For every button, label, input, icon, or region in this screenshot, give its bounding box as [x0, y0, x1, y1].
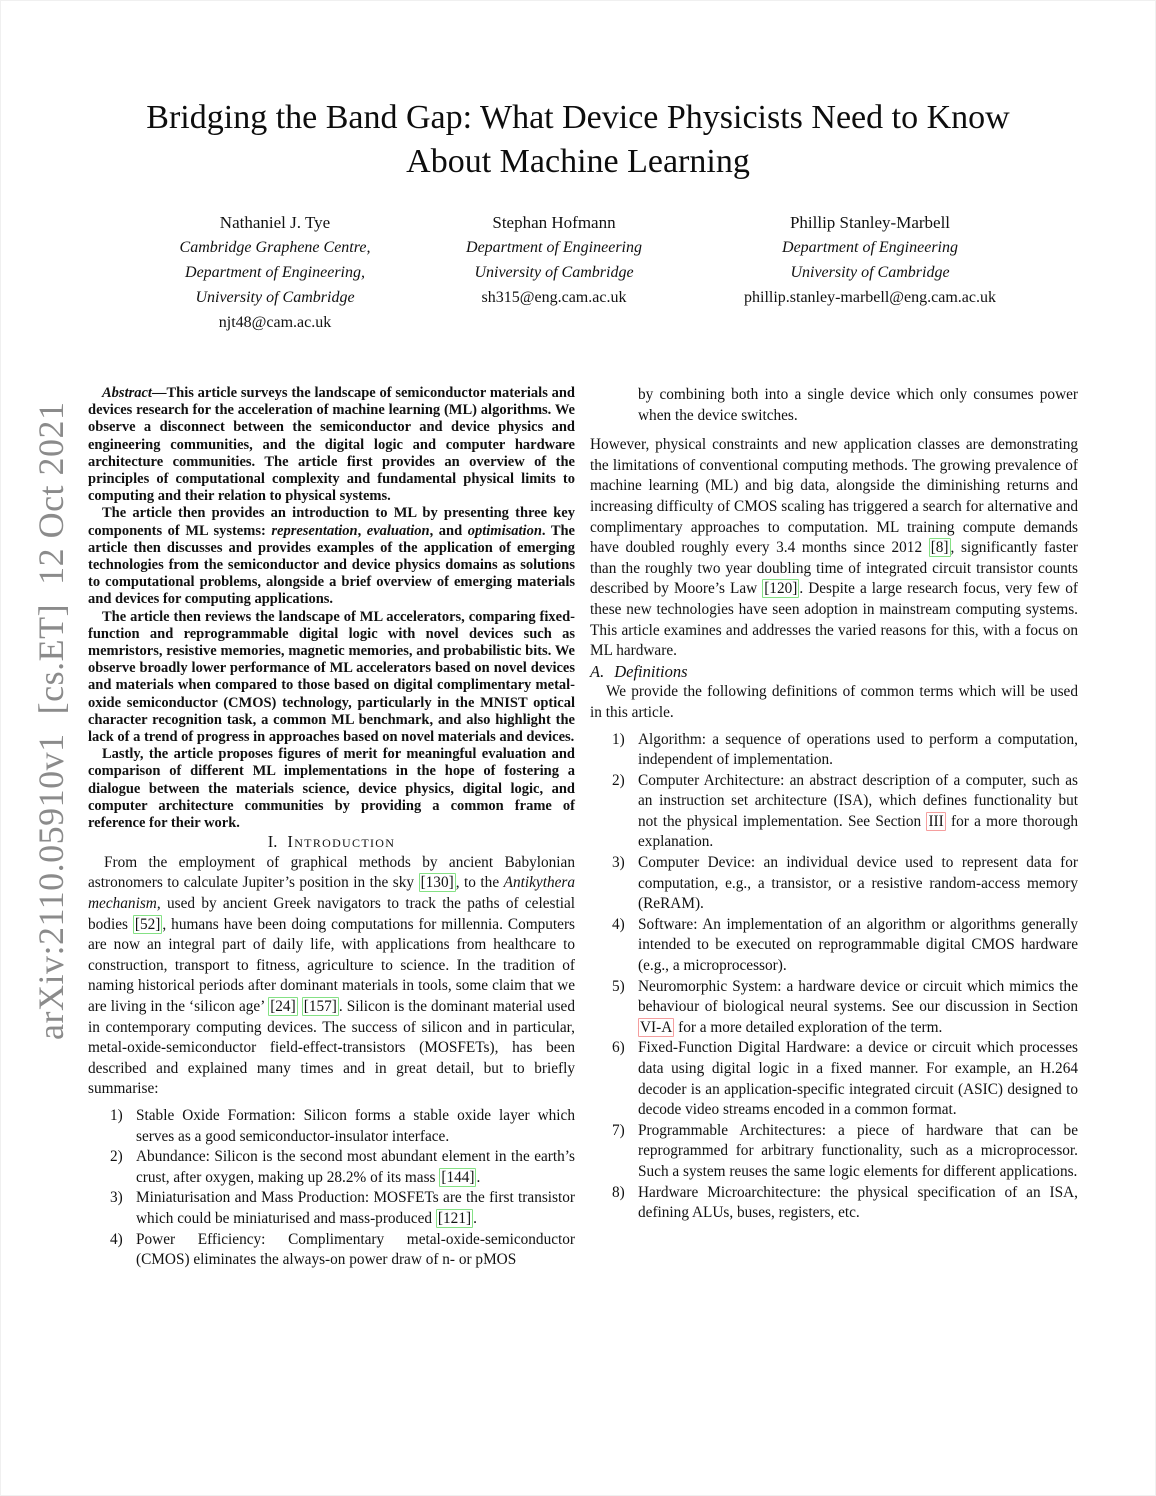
text-run: Abundance: Silicon is the second most abundant element in the earth’s crust, after oxygen, making up 28.2% of its mass — [136, 1148, 575, 1186]
text-run: for a more thorough explanation. — [638, 812, 1078, 851]
text-run: by combining both into a single device which only consumes power when the device switches. — [638, 386, 1078, 424]
citation-link[interactable]: [52] — [134, 915, 161, 933]
section-link[interactable]: VI-A — [640, 1018, 673, 1036]
list-marker: 5) — [612, 977, 625, 995]
list-marker: 1) — [110, 1107, 123, 1124]
text-run: From the employment of graphical methods by ancient Babylonian astronomers to calculate Jupiter’s position in the sky — [88, 853, 575, 892]
text-run: Hardware Microarchitecture: the physical specification of an ISA, defining ALUs, buses, registers, etc. — [638, 1183, 1078, 1222]
definitions-lead-paragraph — [590, 682, 1078, 723]
list-item-text — [638, 978, 1078, 1037]
text-run: Algorithm: a sequence of operations used to perform a computation, independent of implementation. — [638, 730, 1078, 769]
list-marker: 2) — [612, 771, 625, 789]
author-name: Phillip Stanley-Marbell — [789, 213, 951, 232]
right-column — [590, 385, 1078, 1224]
text-run: for a more detailed exploration of the term. — [674, 1018, 943, 1036]
list-item — [88, 1230, 575, 1271]
text-run: . — [473, 1209, 477, 1227]
citation-link[interactable]: [120] — [764, 580, 798, 598]
text-run: The article then provides an introduction to ML by presenting three key components of ML systems: — [88, 505, 575, 539]
text-run: Miniaturisation and Mass Production: MOSFETs are the first transistor which could be miniaturised and mass-produced — [136, 1189, 575, 1227]
text-run: Computer Architecture: an abstract description of a computer, such as an instruction set architecture (ISA), which defines functionality but not the physical implementation. See Section — [638, 771, 1078, 830]
abstract-paragraph — [88, 746, 575, 832]
text-run: , — [357, 522, 367, 539]
body-paragraph — [590, 435, 1078, 662]
citation-link[interactable]: [144] — [441, 1168, 475, 1186]
text-run: evaluation — [366, 522, 430, 539]
text-run: . Despite a large research focus, very few of these new technologies have seen adoption in mainstream computing systems. This article examines and addresses the varied reasons for this, with a focus on ML hardware. — [590, 580, 1078, 660]
abstract-paragraph — [88, 385, 575, 505]
author-name: Nathaniel J. Tye — [219, 213, 331, 232]
text-run: , to the — [455, 874, 504, 892]
list-item — [590, 1121, 1078, 1183]
text-run: . Silicon is the dominant material used in contemporary computing devices. The success of silicon and in particular, metal-oxide-semiconductor field-effect-transistors (MOSFETs), has been described and explained many times and in great detail, but to briefly summarise: — [88, 998, 575, 1098]
author-block — [687, 210, 1053, 310]
list-marker: 3) — [612, 854, 625, 872]
list-item — [590, 771, 1078, 853]
list-item-text — [136, 1148, 575, 1187]
text-run: —This article surveys the landscape of semiconductor materials and devices research for the acceleration of machine learning (ML) algorithms. We observe a disconnect between the semiconductor and device physics and engineering communities, and the digital logic and computer hardware architecture communities. The article first provides an overview of the principles of computational complexity and fundamental physical limits to computing and their relation to physical systems. — [88, 385, 575, 505]
text-run: Stable Oxide Formation: Silicon forms a stable oxide layer which serves as a good semiconductor-insulator interface. — [136, 1107, 575, 1145]
left-column — [88, 385, 575, 1271]
author-affiliation: University of Cambridge — [474, 264, 634, 281]
text-run: The article then reviews the landscape of ML accelerators, comparing fixed-function and reprogrammable digital logic with novel devices such as memristors, resistive memories, magnetic memories, and probabilistic bits. We observe broadly lower performance of ML accelerators based on novel devices and materials when compared to those based on digital complimentary metal-oxide semiconductor (CMOS) technology, particularly in the MNIST optical character recognition task, a common ML benchmark, and also highlight the lack of a trend of progress in approaches based on novel materials and devices. — [88, 608, 575, 746]
list-marker: 2) — [110, 1148, 123, 1166]
section-heading-introduction — [88, 832, 575, 853]
abstract-paragraph — [88, 609, 575, 747]
text-run: representation — [271, 522, 358, 539]
list-item — [590, 1038, 1078, 1120]
author-email: phillip.stanley-marbell@eng.cam.ac.uk — [744, 289, 996, 306]
list-item-text — [638, 916, 1078, 974]
list-item-text — [638, 854, 1078, 912]
citation-link[interactable]: [121] — [437, 1209, 472, 1227]
introduction-section — [88, 832, 575, 1270]
text-run: , significantly faster than the roughly two year doubling time of integrated circuit transistor counts described by Moore’s Law — [590, 539, 1078, 598]
text-run: . The article then discusses and provides examples of the application of emerging technologies from the semiconductor and device physics domains as solutions to computational problems, alongside a brief overview of emerging materials and devices for computing applications. — [88, 522, 575, 608]
list-item-text — [136, 1231, 575, 1269]
definitions-list — [590, 730, 1078, 1224]
subsection-heading-definitions — [590, 662, 1078, 683]
abstract-paragraph — [88, 505, 575, 608]
list-item-text — [136, 1107, 575, 1145]
silicon-advantages-list — [88, 1106, 575, 1271]
text-run: Fixed-Function Digital Hardware: a device or circuit which processes data using digital logic in a fixed manner. For example, an H.264 decoder is an application-specific integrated circuit (ASIC) designed to decode video streams encoded in a common format. — [638, 1039, 1078, 1119]
author-name: Stephan Hofmann — [492, 213, 616, 232]
list-marker: 3) — [110, 1189, 123, 1207]
list-marker: 4) — [110, 1230, 123, 1248]
list-item — [88, 1188, 575, 1229]
list-item — [590, 730, 1078, 771]
author-email: njt48@cam.ac.uk — [218, 314, 332, 331]
list-item-text — [638, 731, 1078, 769]
text-run: Programmable Architectures: a piece of hardware that can be reprogrammed for arbitrary functionality, such as a microprocessor. Such a system reuses the same logic elements for different applications. — [638, 1121, 1078, 1180]
text-run: Lastly, the article proposes figures of merit for meaningful evaluation and comparison of different ML implementations in the hope of fostering a dialogue between the materials science, device physics, digital logic, and computer architecture communities by providing a common frame of reference for their work. — [88, 746, 575, 832]
list-marker: 1) — [612, 730, 625, 748]
text-run: Antikythera mechanism — [88, 874, 575, 913]
citation-link[interactable]: [8] — [930, 539, 949, 557]
list-item-text — [638, 1122, 1078, 1180]
list-item — [590, 977, 1078, 1039]
list-item — [590, 915, 1078, 977]
text-run: , used by ancient Greek navigators to track the paths of celestial bodies — [88, 895, 575, 933]
list-marker: 6) — [612, 1039, 625, 1057]
list-marker: 7) — [612, 1121, 625, 1139]
citation-link[interactable]: [157] — [303, 998, 337, 1016]
text-run: Computer Device: an individual device used to represent data for computation, e.g., a transistor, or a resistive random-access memory (ReRAM). — [638, 854, 1078, 913]
text-run: , and — [429, 522, 468, 539]
section-title: Introduction — [287, 832, 396, 852]
arxiv-watermark: arXiv:2110.05910v1 [cs.ET] 12 Oct 2021 — [31, 401, 71, 1040]
section-link[interactable]: III — [928, 812, 944, 830]
text-run: Power Efficiency: Complimentary metal-oxide-semiconductor (CMOS) eliminates the always-on power draw of n- or pMOS — [136, 1230, 575, 1269]
author-block — [394, 210, 714, 310]
list-item-text — [638, 772, 1078, 851]
text-run: optimisation — [467, 522, 542, 539]
author-affiliation: Department of Engineering, — [185, 264, 365, 281]
list-item-text — [638, 1039, 1078, 1118]
list-item-text — [136, 1189, 575, 1228]
abstract-section — [88, 385, 575, 832]
list-marker: 4) — [612, 915, 625, 933]
text-run: Abstract — [102, 385, 152, 401]
text-run: We provide the following definitions of common terms which will be used in this article. — [590, 683, 1078, 721]
author-row — [0, 210, 1156, 350]
author-affiliation: University of Cambridge — [790, 264, 950, 281]
list-item — [88, 1106, 575, 1147]
list-marker: 8) — [612, 1183, 625, 1201]
subsection-label: A. — [590, 661, 605, 681]
text-run: . — [476, 1168, 481, 1186]
author-affiliation: University of Cambridge — [195, 289, 355, 306]
list-item — [88, 1147, 575, 1188]
author-affiliation: Department of Engineering — [466, 239, 642, 256]
list-item-continuation — [590, 385, 1078, 426]
list-item — [590, 1183, 1078, 1224]
text-run: Neuromorphic System: a hardware device or circuit which mimics the behaviour of biological neural systems. See our discussion in Section — [638, 977, 1078, 1016]
intro-paragraph — [88, 853, 575, 1100]
list-item-text — [638, 1184, 1078, 1222]
section-number: I. — [267, 832, 278, 852]
author-affiliation: Cambridge Graphene Centre, — [179, 239, 371, 256]
text-run: Software: An implementation of an algorithm or algorithms generally intended to be executed on reprogrammable digital CMOS hardware (e.g., a microprocessor). — [638, 915, 1078, 975]
citation-link[interactable]: [130] — [420, 874, 454, 892]
author-affiliation: Department of Engineering — [782, 239, 958, 256]
text-run: , humans have been doing computations for millennia. Computers are now an integral part of daily life, with applications from healthcare to construction, transport to fitness, agriculture to science. In the tradition of naming historical periods after dominant materials in tools, some claim that we are living in the ‘silicon age’ — [88, 915, 575, 1016]
subsection-title: Definitions — [614, 661, 688, 681]
text-run: However, physical constraints and new application classes are demonstrating the limitations of conventional computing methods. The growing prevalence of machine learning (ML) and big data, alongside the diminishing returns and increasing difficulty of CMOS scaling has triggered a search for alternative and complimentary approaches to computation. ML training compute demands have doubled roughly every 3.4 months since 2012 — [590, 436, 1078, 557]
list-item — [590, 853, 1078, 915]
citation-link[interactable]: [24] — [270, 998, 296, 1016]
author-email: sh315@eng.cam.ac.uk — [481, 289, 627, 306]
page-title: Bridging the Band Gap: What Device Physicists Need to Know About Machine Learning — [146, 99, 1010, 180]
